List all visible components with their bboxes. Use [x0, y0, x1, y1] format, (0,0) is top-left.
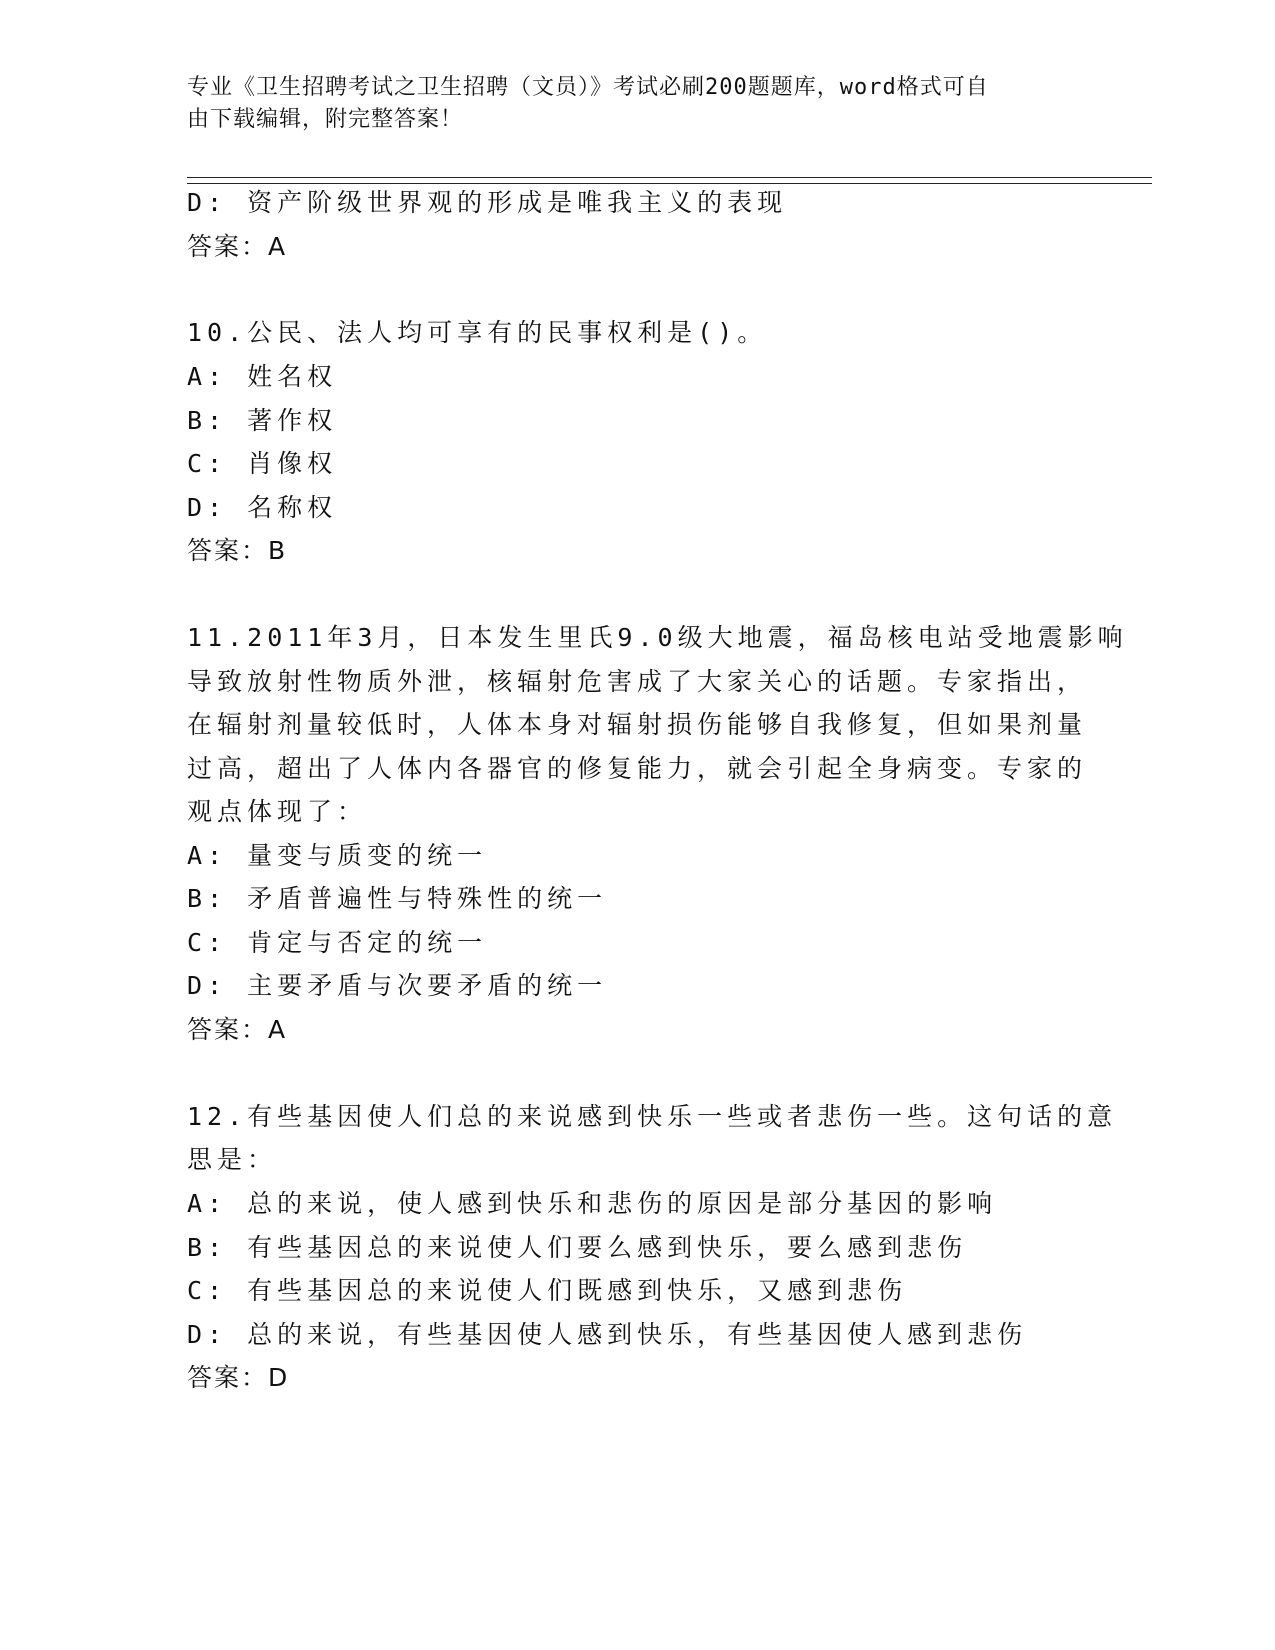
q10-option-b: B: 著作权: [187, 406, 338, 435]
q11-answer: 答案：A: [187, 1015, 288, 1044]
q11-stem-line-3: 在辐射剂量较低时，人体本身对辐射损伤能够自我修复，但如果剂量: [187, 710, 1088, 739]
header-line-2: 由下载编辑，附完整答案！: [187, 107, 464, 132]
q10-option-d: D: 名称权: [187, 493, 338, 522]
q10-answer: 答案：B: [187, 536, 288, 565]
document-header: [187, 72, 1067, 136]
q10-option-c: C: 肖像权: [187, 449, 338, 478]
q11-stem-line-5: 观点体现了：: [187, 797, 368, 826]
q12-answer: 答案：D: [187, 1363, 290, 1392]
q11-stem-line-4: 过高，超出了人体内各器官的修复能力，就会引起全身病变。专家的: [187, 754, 1088, 783]
q10-stem: 10.公民、法人均可享有的民事权利是()。: [187, 318, 768, 347]
q12-option-d: D: 总的来说，有些基因使人感到快乐，有些基因使人感到悲伤: [187, 1320, 1028, 1349]
q9-answer: 答案：A: [187, 232, 288, 261]
q11-option-a: A: 量变与质变的统一: [187, 841, 488, 870]
q11-stem-line-2: 导致放射性物质外泄，核辐射危害成了大家关心的话题。专家指出，: [187, 667, 1088, 696]
header-line-1: 专业《卫生招聘考试之卫生招聘（文员）》考试必刷200题题库，word格式可自: [187, 75, 989, 100]
q12-stem-line-2: 思是：: [187, 1145, 278, 1174]
q11-option-d: D: 主要矛盾与次要矛盾的统一: [187, 971, 608, 1000]
q12-option-a: A: 总的来说，使人感到快乐和悲伤的原因是部分基因的影响: [187, 1189, 998, 1218]
q9-option-d: D: 资产阶级世界观的形成是唯我主义的表现: [187, 188, 788, 217]
header-divider-top: [187, 177, 1152, 178]
q12-option-c: C: 有些基因总的来说使人们既感到快乐，又感到悲伤: [187, 1276, 908, 1305]
q11-option-b: B: 矛盾普遍性与特殊性的统一: [187, 884, 608, 913]
header-divider-bottom: [187, 183, 1152, 184]
q11-option-c: C: 肯定与否定的统一: [187, 928, 488, 957]
q12-option-b: B: 有些基因总的来说使人们要么感到快乐，要么感到悲伤: [187, 1233, 968, 1262]
q12-stem-line-1: 12.有些基因使人们总的来说感到快乐一些或者悲伤一些。这句话的意: [187, 1102, 1118, 1131]
q10-option-a: A: 姓名权: [187, 362, 338, 391]
q11-stem-line-1: 11.2011年3月，日本发生里氏9.0级大地震，福岛核电站受地震影响: [187, 623, 1128, 652]
